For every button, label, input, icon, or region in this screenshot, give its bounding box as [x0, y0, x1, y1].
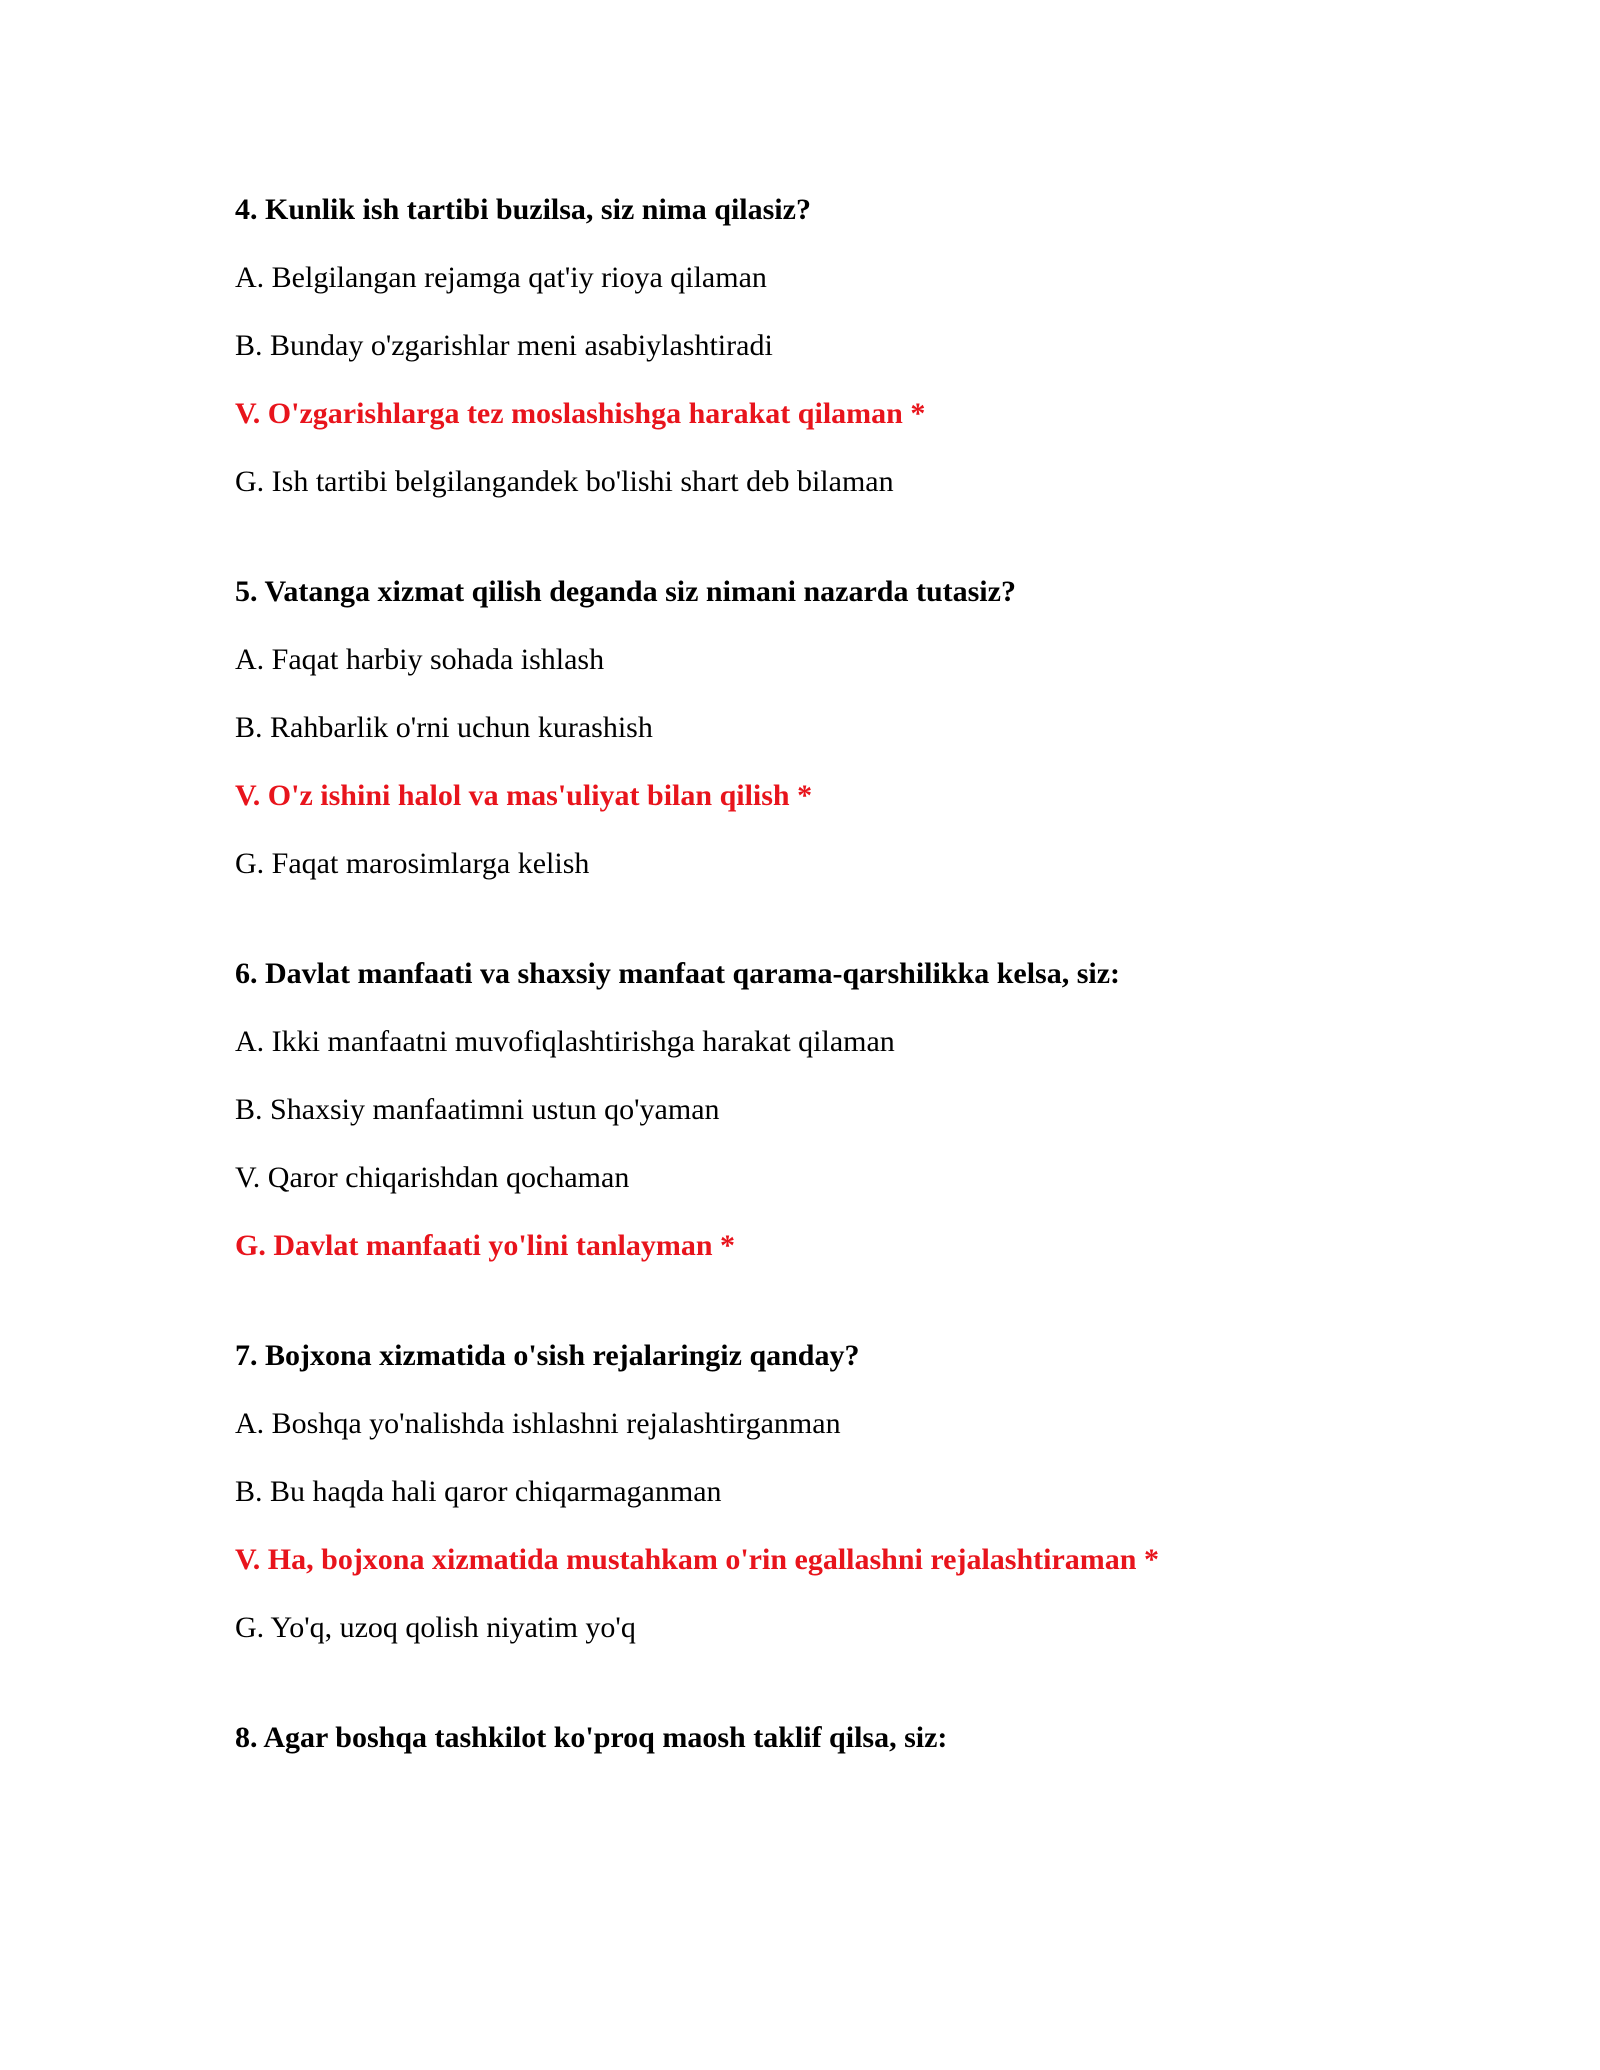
- answer-option: B. Shaxsiy manfaatimni ustun qo'yaman: [235, 1093, 720, 1126]
- question-text: 7. Bojxona xizmatida o'sish rejalaringiz qanday?: [235, 1339, 860, 1372]
- question-block: [235, 572, 1435, 884]
- answer-option-correct: V. O'zgarishlarga tez moslashishga harakat qilaman *: [235, 397, 926, 430]
- question-block: [235, 954, 1435, 1266]
- question-block: [235, 1718, 1435, 1758]
- answer-option-correct: G. Davlat manfaati yo'lini tanlayman *: [235, 1229, 736, 1262]
- answer-option: B. Rahbarlik o'rni uchun kurashish: [235, 711, 653, 744]
- answer-option: A. Belgilangan rejamga qat'iy rioya qilaman: [235, 261, 767, 294]
- answer-option: G. Yo'q, uzoq qolish niyatim yo'q: [235, 1611, 636, 1644]
- answer-option: G. Faqat marosimlarga kelish: [235, 847, 590, 880]
- answer-option: V. Qaror chiqarishdan qochaman: [235, 1161, 630, 1194]
- answer-option: B. Bu haqda hali qaror chiqarmaganman: [235, 1475, 722, 1508]
- answer-option: G. Ish tartibi belgilangandek bo'lishi shart deb bilaman: [235, 465, 894, 498]
- answer-option-correct: V. O'z ishini halol va mas'uliyat bilan qilish *: [235, 779, 813, 812]
- answer-option-correct: V. Ha, bojxona xizmatida mustahkam o'rin egallashni rejalashtiraman *: [235, 1543, 1159, 1576]
- quiz-list: [235, 190, 1435, 1828]
- question-text: 8. Agar boshqa tashkilot ko'proq maosh taklif qilsa, siz:: [235, 1721, 948, 1754]
- answer-option: A. Faqat harbiy sohada ishlash: [235, 643, 605, 676]
- answer-option: B. Bunday o'zgarishlar meni asabiylashtiradi: [235, 329, 773, 362]
- question-block: [235, 1336, 1435, 1648]
- question-text: 4. Kunlik ish tartibi buzilsa, siz nima qilasiz?: [235, 193, 811, 226]
- question-block: [235, 190, 1435, 502]
- answer-option: A. Ikki manfaatni muvofiqlashtirishga harakat qilaman: [235, 1025, 895, 1058]
- question-text: 6. Davlat manfaati va shaxsiy manfaat qarama-qarshilikka kelsa, siz:: [235, 957, 1121, 990]
- answer-option: A. Boshqa yo'nalishda ishlashni rejalashtirganman: [235, 1407, 841, 1440]
- question-text: 5. Vatanga xizmat qilish deganda siz nimani nazarda tutasiz?: [235, 575, 1016, 608]
